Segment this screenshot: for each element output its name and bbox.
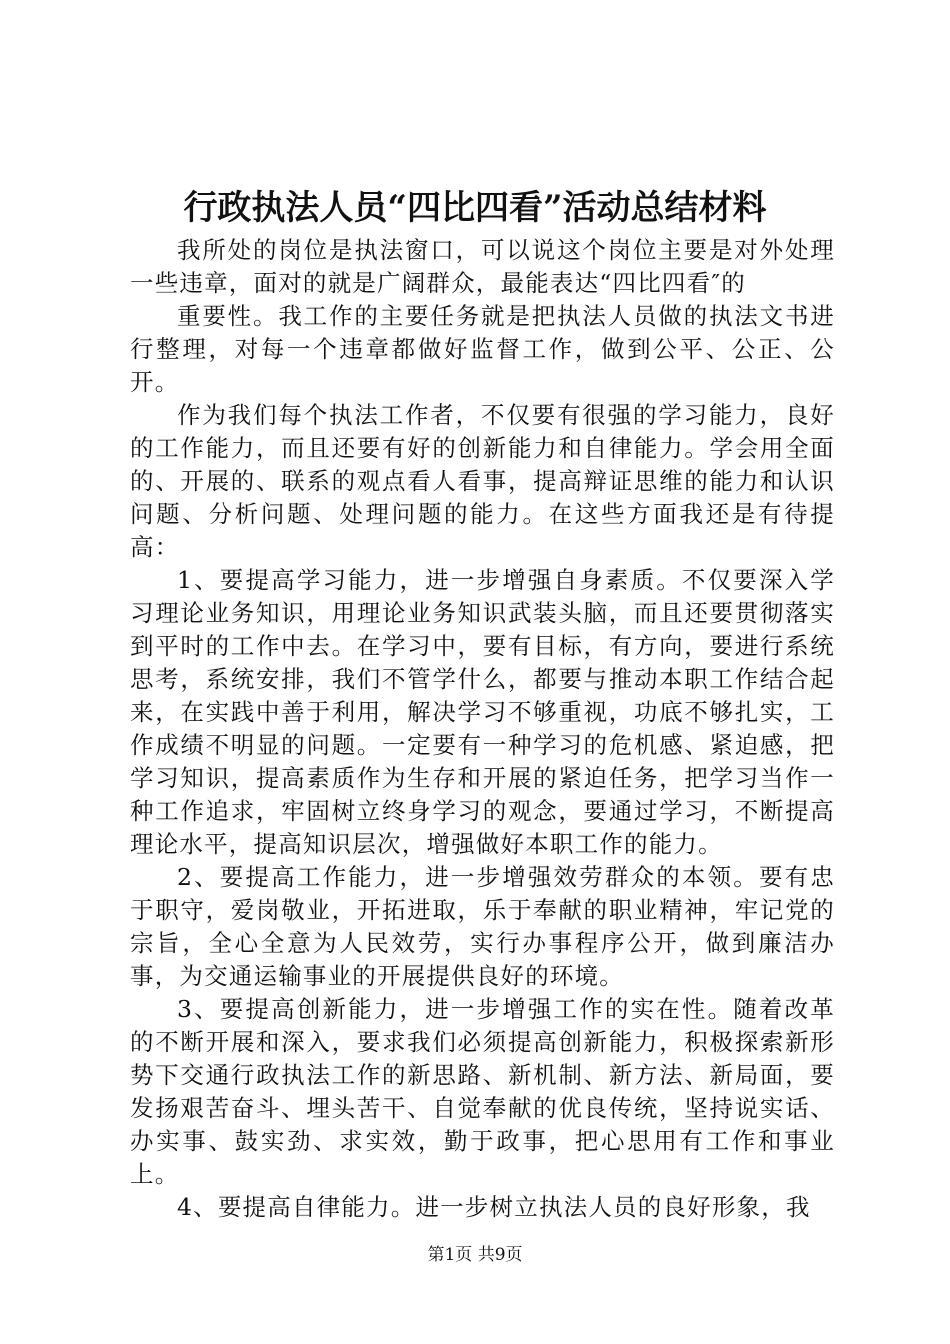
- paragraph: 3、要提高创新能力，进一步增强工作的实在性。随着改革的不断开展和深入，要求我们必须提高创新能力，积极探索新形势下交通行政执法工作的新思路、新机制、新方法、新局面，要发扬艰苦奋斗、埋头苦干、自觉奉献的优良传统，坚持说实话、办实事、鼓实劲、求实效，勤于政事，把心思用有工作和事业上。: [130, 995, 835, 1188]
- document-body: [130, 234, 835, 1224]
- paragraph: 重要性。我工作的主要任务就是把执法人员做的执法文书进行整理，对每一个违章都做好监督工作，做到公平、公正、公开。: [130, 302, 835, 396]
- document-title: 行政执法人员“四比四看”活动总结材料: [183, 188, 767, 228]
- page-number-footer: 第1页 共9页: [427, 1245, 523, 1265]
- paragraph: 我所处的岗位是执法窗口，可以说这个岗位主要是对外处理一些违章，面对的就是广阔群众，最能表达“四比四看″的: [130, 236, 835, 297]
- paragraph: 作为我们每个执法工作者，不仅要有很强的学习能力，良好的工作能力，而且还要有好的创新能力和自律能力。学会用全面的、开展的、联系的观点看人看事，提高辩证思维的能力和认识问题、分析问题、处理问题的能力。在这些方面我还是有待提高：: [130, 401, 835, 561]
- paragraph: 4、要提高自律能力。进一步树立执法人员的良好形象，我: [177, 1193, 811, 1221]
- paragraph: 1、要提高学习能力，进一步增强自身素质。不仅要深入学习理论业务知识，用理论业务知识武装头脑，而且还要贯彻落实到平时的工作中去。在学习中，要有目标，有方向，要进行系统思考，系统安排，我们不管学什么，都要与推动本职工作结合起来，在实践中善于利用，解决学习不够重视，功底不够扎实，工作成绩不明显的问题。一定要有一种学习的危机感、紧迫感，把学习知识，提高素质作为生存和开展的紧迫任务，把学习当作一种工作追求，牢固树立终身学习的观念，要通过学习，不断提高理论水平，提高知识层次，增强做好本职工作的能力。: [130, 566, 835, 858]
- paragraph: 2、要提高工作能力，进一步增强效劳群众的本领。要有忠于职守，爱岗敬业，开拓进取，乐于奉献的职业精神，牢记党的宗旨，全心全意为人民效劳，实行办事程序公开，做到廉洁办事，为交通运输事业的开展提供良好的环境。: [130, 863, 835, 990]
